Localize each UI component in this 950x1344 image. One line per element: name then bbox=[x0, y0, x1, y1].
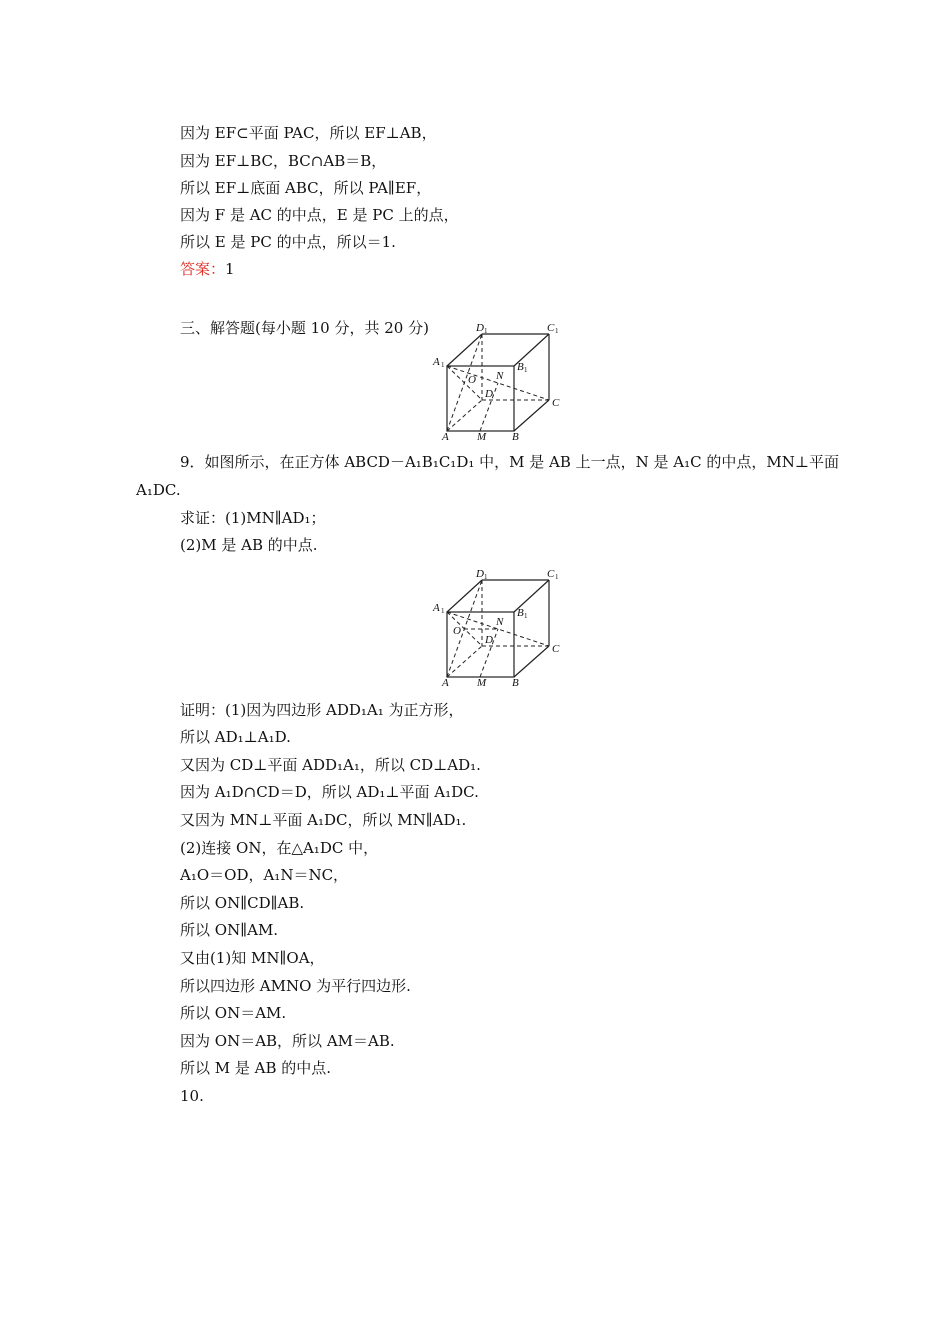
label-B1: B bbox=[517, 361, 524, 373]
solution-line-2: 因为 EF⊥BC，BC∩AB＝B， bbox=[180, 152, 387, 170]
proof-line-6: (2)连接 ON，在△A₁DC 中， bbox=[180, 839, 379, 857]
cube-figure-top bbox=[425, 318, 575, 446]
label-N: N bbox=[496, 616, 504, 628]
label-O: O bbox=[453, 625, 461, 637]
prove-part-2: (2)M 是 AB 的中点. bbox=[180, 536, 318, 554]
proof-line-14: 所以 M 是 AB 的中点. bbox=[180, 1059, 332, 1077]
answer-value: 1 bbox=[225, 260, 235, 278]
problem-9-line-2: A₁DC. bbox=[136, 481, 181, 499]
label-D: D bbox=[485, 634, 493, 646]
label-B: B bbox=[512, 431, 519, 443]
solution-line-3: 所以 EF⊥底面 ABC，所以 PA∥EF， bbox=[180, 179, 432, 197]
label-B: B bbox=[512, 677, 519, 689]
answer-label: 答案： bbox=[180, 260, 226, 278]
solution-line-5: 所以 E 是 PC 的中点，所以＝1. bbox=[180, 233, 396, 251]
label-N: N bbox=[496, 370, 504, 382]
label-C1: C bbox=[547, 568, 555, 580]
solution-line-4: 因为 F 是 AC 的中点，E 是 PC 上的点， bbox=[180, 206, 459, 224]
proof-line-8: 所以 ON∥CD∥AB. bbox=[180, 894, 305, 912]
label-B1: B bbox=[517, 607, 524, 619]
label-B1-sub: 1 bbox=[524, 612, 528, 620]
label-A1: A bbox=[433, 356, 440, 368]
label-C1-sub: 1 bbox=[555, 327, 559, 335]
label-A: A bbox=[442, 431, 449, 443]
label-D1: D bbox=[476, 322, 484, 334]
cube-figure-bottom bbox=[425, 564, 575, 692]
label-C: C bbox=[552, 397, 560, 409]
problem-9-line-1: 9．如图所示，在正方体 ABCD－A₁B₁C₁D₁ 中，M 是 AB 上一点，N 是 A₁C 的中点，MN⊥平面 bbox=[180, 453, 839, 471]
proof-line-2: 所以 AD₁⊥A₁D. bbox=[180, 728, 291, 746]
label-A1: A bbox=[433, 602, 440, 614]
proof-line-4: 因为 A₁D∩CD＝D，所以 AD₁⊥平面 A₁DC. bbox=[180, 783, 479, 801]
label-A1-sub: 1 bbox=[441, 361, 445, 369]
proof-line-12: 所以 ON＝AM. bbox=[180, 1004, 287, 1022]
proof-line-7: A₁O＝OD，A₁N＝NC， bbox=[180, 866, 349, 884]
answer-line bbox=[180, 259, 235, 279]
label-A1-sub: 1 bbox=[441, 607, 445, 615]
prove-part-1: 求证：(1)MN∥AD₁； bbox=[180, 509, 326, 527]
proof-line-5: 又因为 MN⊥平面 A₁DC，所以 MN∥AD₁. bbox=[180, 811, 467, 829]
solution-line-1: 因为 EF⊂平面 PAC，所以 EF⊥AB， bbox=[180, 124, 437, 142]
label-A: A bbox=[442, 677, 449, 689]
label-M: M bbox=[477, 677, 487, 689]
next-problem-number: 10. bbox=[180, 1087, 204, 1105]
proof-line-9: 所以 ON∥AM. bbox=[180, 921, 279, 939]
label-B1-sub: 1 bbox=[524, 366, 528, 374]
label-D1-sub: 1 bbox=[484, 327, 488, 335]
section-heading: 三、解答题(每小题 10 分，共 20 分) bbox=[180, 319, 429, 337]
proof-line-10: 又由(1)知 MN∥OA， bbox=[180, 949, 325, 967]
label-D1: D bbox=[476, 568, 484, 580]
label-O: O bbox=[468, 374, 476, 386]
proof-line-13: 因为 ON＝AB，所以 AM＝AB. bbox=[180, 1032, 395, 1050]
label-C: C bbox=[552, 643, 560, 655]
label-D1-sub: 1 bbox=[484, 573, 488, 581]
label-D: D bbox=[485, 388, 493, 400]
proof-line-11: 所以四边形 AMNO 为平行四边形. bbox=[180, 977, 411, 995]
label-C1: C bbox=[547, 322, 555, 334]
proof-line-3: 又因为 CD⊥平面 ADD₁A₁，所以 CD⊥AD₁. bbox=[180, 756, 481, 774]
label-M: M bbox=[477, 431, 487, 443]
proof-line-1: 证明：(1)因为四边形 ADD₁A₁ 为正方形， bbox=[180, 701, 464, 719]
label-C1-sub: 1 bbox=[555, 573, 559, 581]
